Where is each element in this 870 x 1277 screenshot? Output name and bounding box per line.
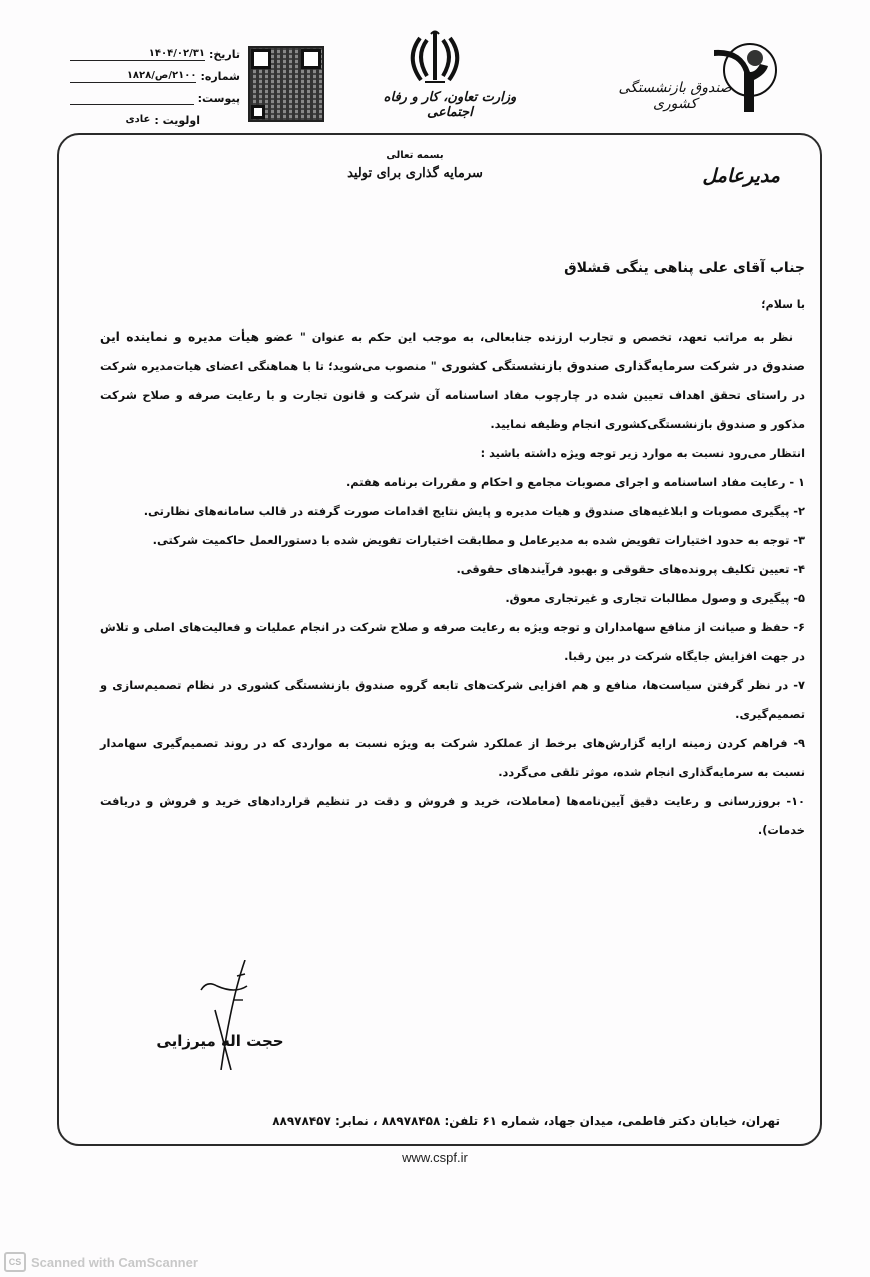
watermark-text: Scanned with CamScanner: [31, 1254, 198, 1270]
list-item: ۴- تعیین تکلیف پرونده‌های حقوقی و بهبود فرآیندهای حقوقی.: [456, 562, 805, 576]
sender-position-title: مدیرعامل: [702, 165, 780, 187]
attachment-row: [70, 88, 240, 110]
pension-fund-name: صندوق بازنشستگی کشوری: [618, 80, 732, 112]
letter-header: [0, 0, 870, 135]
list-item: ۵- پیگیری و وصول مطالبات تجاری و غیرتجاری معوق.: [505, 591, 805, 605]
website-link[interactable]: www.cspf.ir: [402, 1150, 468, 1165]
handwritten-signature-icon: [195, 960, 265, 1070]
attachment-value: [70, 93, 194, 105]
contact-address: تهران، خیابان دکتر فاطمی، میدان جهاد، شماره ۶۱ تلفن: ۸۸۹۷۸۴۵۸ ، نمابر: ۸۸۹۷۸۴۵۷: [272, 1114, 780, 1128]
year-slogan: سرمایه گذاری برای تولید: [347, 166, 483, 181]
signer-name: حجت اله میرزایی: [156, 1032, 284, 1050]
number-value: ۲۱۰۰/ص/۱۸۲۸: [70, 71, 196, 83]
list-item: ۳- توجه به حدود اختیارات تفویض شده به مدیرعامل و مطابقت اختیارات تفویض شده با دستورالعمل حاکمیت شرکتی.: [152, 533, 805, 547]
number-label: شماره:: [200, 70, 240, 83]
greeting: با سلام؛: [761, 298, 805, 311]
list-item: ۱ - رعایت مفاد اساسنامه و اجرای مصوبات مجامع و احکام و مقررات برنامه هفتم.: [345, 475, 805, 489]
appointment-role: عضو هیأت مدیره و نماینده این صندوق در شرکت سرمایه‌گذاری صندوق بازنشستگی کشوری: [100, 330, 805, 373]
list-item: ۶- حفظ و صیانت از منافع سهامداران و توجه ویژه به رعایت صرفه و صلاح شرکت در انجام عملیات و فعالیت‌های اصلی و تلاش در جهت افزایش جایگاه شرکت در بین رقبا.: [100, 620, 805, 663]
camscanner-watermark: [4, 1252, 198, 1272]
list-item: ۲- پیگیری مصوبات و ابلاغیه‌های صندوق و هیات مدیره و پایش نتایج اقدامات صورت گرفته در قالب سامانه‌های نظارتی.: [143, 504, 805, 518]
list-item: ۷- در نظر گرفتن سیاست‌ها، منافع و هم افزایی شرکت‌های تابعه گروه صندوق بازنشستگی کشوری در نظام تصمیم‌سازی و تصمیم‌گیری.: [100, 678, 805, 721]
list-item: ۱۰- بروزرسانی و رعایت دقیق آیین‌نامه‌ها (معاملات، خرید و فروش و دقت در تنظیم قراردادهای خرید و فروش و دریافت خدمات).: [100, 794, 805, 837]
recipient-name: جناب آقای علی پناهی ینگی قشلاق: [564, 260, 805, 276]
number-row: [70, 66, 240, 88]
qr-code-icon: [248, 46, 324, 122]
iran-emblem-icon: [405, 28, 465, 88]
letter-body: [100, 260, 805, 845]
camscanner-icon: CS: [4, 1252, 26, 1272]
list-item: ۹- فراهم کردن زمینه ارایه گزارش‌های برخط از عملکرد شرکت به ویژه نسبت به مواردی که در روند تصمیم‌گیری سهامدار نسبت به سرمایه‌گذاری انجام شده، موثر تلقی می‌گردد.: [100, 736, 805, 779]
date-value: ۱۴۰۴/۰۲/۳۱: [70, 49, 205, 61]
expectations-intro: انتظار می‌رود نسبت به موارد زیر توجه ویژه داشته باشید :: [480, 446, 805, 460]
priority-value: عادی: [125, 114, 151, 125]
priority-label: اولویت :: [154, 114, 200, 127]
appointment-paragraph: [100, 323, 805, 439]
paragraph-text-1: نظر به مراتب تعهد، تخصص و تجارب ارزنده جنابعالی، به موجب این حکم به عنوان ": [299, 330, 793, 344]
date-label: تاریخ:: [208, 48, 240, 61]
ministry-name: وزارت تعاون، کار و رفاه اجتماعی: [383, 90, 517, 120]
date-row: [70, 44, 240, 66]
paragraph-text-2: " منصوب می‌شوید؛ تا با هماهنگی اعضای هیات‌مدیره شرکت در راستای تحقق اهداف تعیین شده در چارچوب مفاد اساسنامه آن شرکت و قانون تجارت و با رعایت صرفه و صلاح شرکت مذکور و صندوق بازنشستگی‌کشوری انجام وظیفه نمایید.: [100, 359, 805, 431]
bismillah: بسمه تعالی: [386, 150, 444, 161]
priority-row: [70, 110, 240, 132]
letter-metadata: [70, 44, 240, 132]
attachment-label: پیوست:: [197, 92, 240, 105]
